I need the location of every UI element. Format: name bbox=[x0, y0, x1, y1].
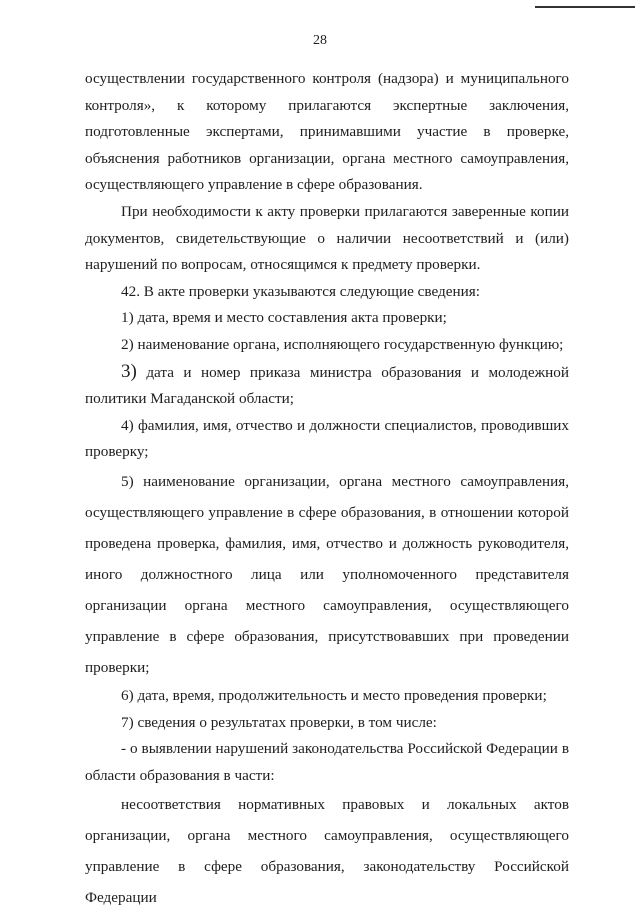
list-item-5: 5) наименование организации, органа местного самоуправления, осуществляющего управление в сфере образования, в отношении которой проведена проверка, фамилия, имя, отчество и должность руководителя, иного должностного лица или уполномоченного представителя организации органа местного самоуправления, осуществляющего управление в сфере образования, присутствовавших при проведении проверки; bbox=[85, 472, 569, 676]
top-rule bbox=[535, 6, 635, 8]
list-item-3-number: 3) bbox=[121, 360, 137, 382]
list-item-7: 7) сведения о результатах проверки, в том числе: bbox=[121, 713, 437, 731]
document-body bbox=[85, 66, 569, 913]
list-item-3-text: дата и номер приказа министра образования и молодежной политики Магаданской области; bbox=[85, 363, 569, 408]
list-subitem-violations: - о выявлении нарушений законодательства Российской Федерации в области образования в части: bbox=[85, 740, 569, 784]
list-item-1: 1) дата, время и место составления акта проверки; bbox=[121, 309, 447, 327]
list-item-3 bbox=[85, 359, 569, 413]
paragraph-continuation: осуществлении государственного контроля (надзора) и муниципального контроля», к которому прилагаются экспертные заключения, подготовленные экспертами, принимавшими участие в проверке, объяснения работников организации, органа местного самоуправления, осуществляющего управление в сфере образования. bbox=[85, 70, 569, 194]
list-item-4: 4) фамилия, имя, отчество и должности специалистов, проводивших проверку; bbox=[85, 416, 569, 461]
list-item-6: 6) дата, время, продолжительность и место проведения проверки; bbox=[121, 686, 547, 704]
paragraph-attachments: При необходимости к акту проверки прилагаются заверенные копии документов, свидетельствующие о наличии несоответствий и (или) нарушений по вопросам, относящимся к предмету проверки. bbox=[85, 202, 569, 274]
page-number: 28 bbox=[313, 33, 327, 48]
list-subitem-nonconformity: несоответствия нормативных правовых и локальных актов организации, органа местного самоуправления, осуществляющего управление в сфере образования, законодательству Российской Федерации bbox=[85, 796, 569, 907]
paragraph-item-42: 42. В акте проверки указываются следующие сведения: bbox=[121, 282, 480, 300]
list-item-2: 2) наименование органа, исполняющего государственную функцию; bbox=[121, 335, 564, 353]
